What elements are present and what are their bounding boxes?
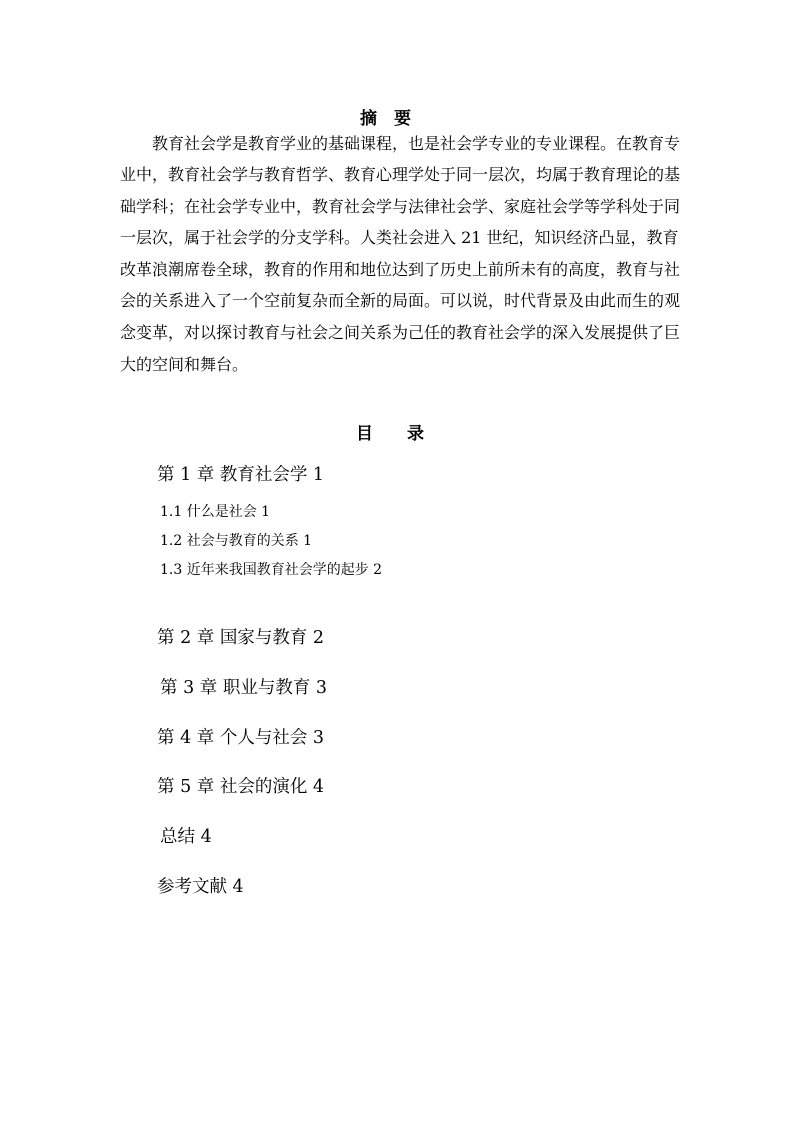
- toc-section-1-3[interactable]: 1.3 近年来我国教育社会学的起步 2: [160, 562, 383, 578]
- toc-section-1-1[interactable]: 1.1 什么是社会 1: [160, 504, 271, 520]
- toc-chapter-3[interactable]: 第 3 章 职业与教育 3: [160, 678, 328, 698]
- abstract-line: 业中，教育社会学与教育哲学、教育心理学处于同一层次，均属于教育理论的基: [120, 165, 681, 184]
- toc-chapter-2[interactable]: 第 2 章 国家与教育 2: [157, 628, 325, 648]
- abstract-line: 一层次，属于社会学的分支学科。人类社会进入 21 世纪，知识经济凸显，教育: [120, 228, 679, 247]
- toc-references[interactable]: 参考文献 4: [157, 877, 244, 897]
- abstract-line: 础学科；在社会学专业中，教育社会学与法律社会学、家庭社会学等学科处于同: [120, 197, 681, 216]
- toc-section-1-2[interactable]: 1.2 社会与教育的关系 1: [160, 533, 313, 549]
- toc-chapter-5[interactable]: 第 5 章 社会的演化 4: [157, 777, 325, 797]
- abstract-line: 教育社会学是教育学业的基础课程，也是社会学专业的专业课程。在教育专: [120, 134, 681, 153]
- toc-chapter-1[interactable]: 第 1 章 教育社会学 1: [157, 465, 325, 485]
- abstract-title: 摘 要: [360, 109, 411, 129]
- toc-summary[interactable]: 总结 4: [160, 827, 212, 847]
- abstract-line: 改革浪潮席卷全球，教育的作用和地位达到了历史上前所未有的高度，教育与社: [120, 260, 681, 279]
- abstract-line: 会的关系进入了一个空前复杂而全新的局面。可以说，时代背景及由此而生的观: [120, 291, 681, 310]
- toc-chapter-4[interactable]: 第 4 章 个人与社会 3: [157, 728, 325, 748]
- abstract-line: 大的空间和舞台。: [120, 355, 249, 374]
- toc-title: 目 录: [356, 424, 424, 444]
- abstract-line: 念变革，对以探讨教育与社会之间关系为己任的教育社会学的深入发展提供了巨: [120, 323, 681, 342]
